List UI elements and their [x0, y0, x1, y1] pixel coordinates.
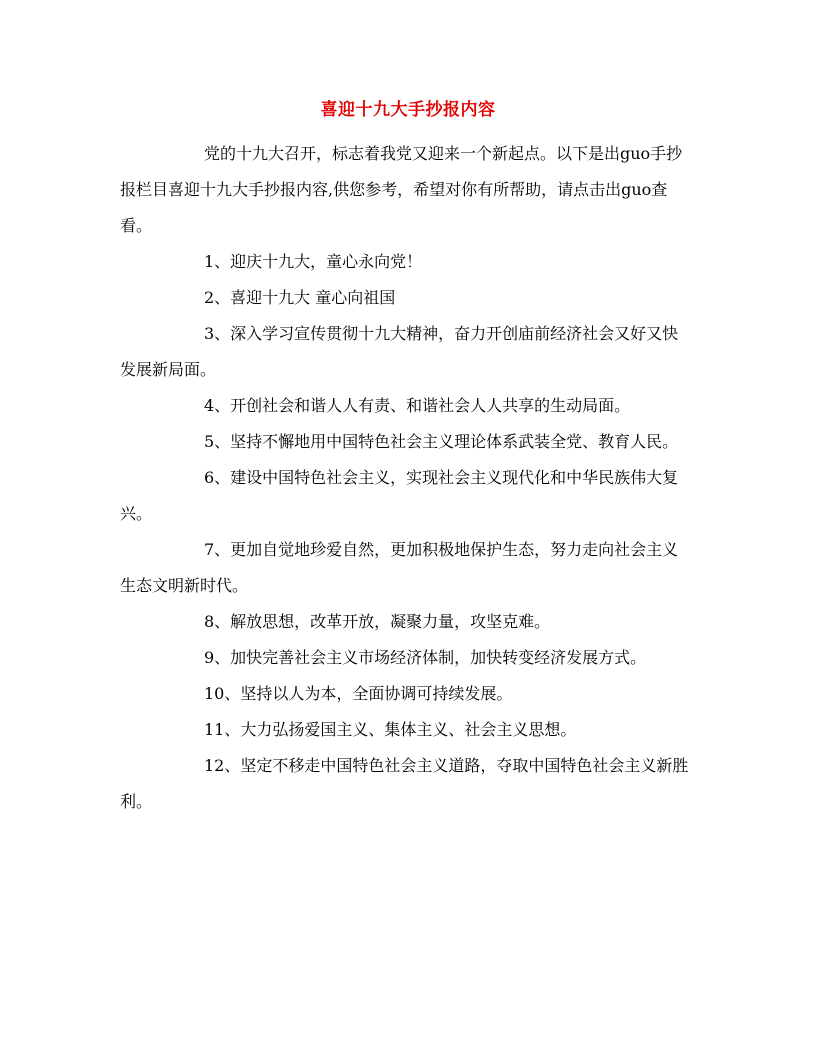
intro-paragraph: 党的十九大召开，标志着我党又迎来一个新起点。以下是出guo手抄报栏目喜迎十九大手抄报内容,供您参考，希望对你有所帮助，请点击出guo查看。	[120, 144, 683, 235]
slogan-9: 9、加快完善社会主义市场经济体制，加快转变经济发展方式。	[204, 648, 647, 667]
slogan-12: 12、坚定不移走中国特色社会主义道路，夺取中国特色社会主义新胜利。	[120, 756, 689, 811]
slogan-4: 4、开创社会和谐人人有责、和谐社会人人共享的生动局面。	[204, 396, 631, 415]
slogan-10: 10、坚持以人为本，全面协调可持续发展。	[204, 684, 513, 703]
slogan-5: 5、坚持不懈地用中国特色社会主义理论体系武装全党、教育人民。	[204, 432, 679, 451]
document-body	[120, 136, 690, 820]
slogan-7: 7、更加自觉地珍爱自然，更加积极地保护生态，努力走向社会主义生态文明新时代。	[120, 540, 679, 595]
slogan-11: 11、大力弘扬爱国主义、集体主义、社会主义思想。	[204, 720, 577, 739]
document-title: 喜迎十九大手抄报内容	[320, 100, 496, 120]
slogan-3: 3、深入学习宣传贯彻十九大精神，奋力开创庙前经济社会又好又快发展新局面。	[120, 324, 679, 379]
slogan-6: 6、建设中国特色社会主义，实现社会主义现代化和中华民族伟大复兴。	[120, 468, 679, 523]
slogan-2: 2、喜迎十九大 童心向祖国	[204, 288, 396, 307]
slogan-1: 1、迎庆十九大，童心永向党！	[204, 252, 423, 271]
slogan-8: 8、解放思想，改革开放，凝聚力量，攻坚克难。	[204, 612, 551, 631]
